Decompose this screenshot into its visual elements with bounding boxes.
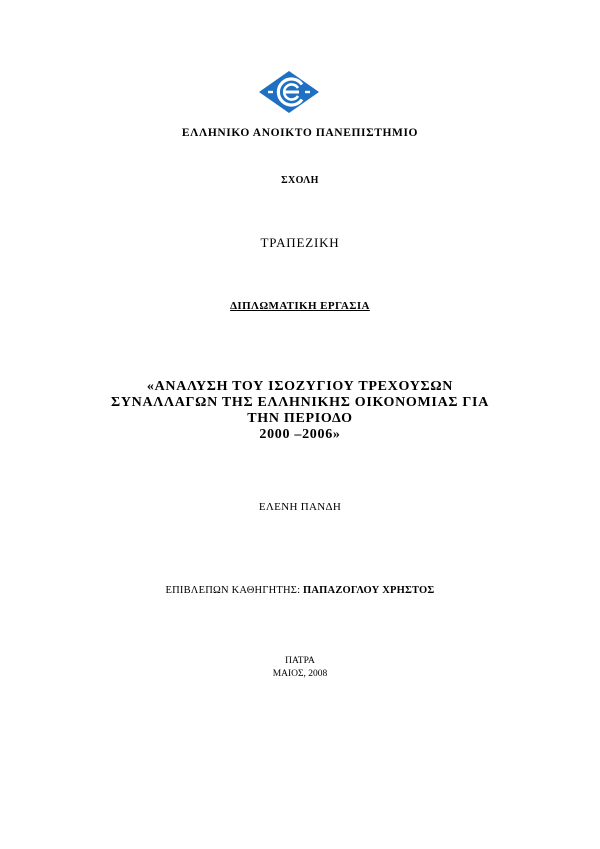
- supervisor-name: ΠΑΠΑΖΟΓΛΟΥ ΧΡΗΣΤΟΣ: [303, 585, 435, 596]
- university-name: ΕΛΛΗΝΙΚΟ ΑΝΟΙΚΤΟ ΠΑΝΕΠΙΣΤΗΜΙΟ: [181, 127, 419, 139]
- supervisor-label: ΕΠΙΒΛΕΠΩΝ ΚΑΘΗΓΗΤΗΣ:: [165, 585, 301, 596]
- date: ΜΑΙΟΣ, 2008: [272, 669, 328, 679]
- city: ΠΑΤΡΑ: [285, 656, 315, 666]
- school-label: ΣΧΟΛΗ: [281, 175, 319, 186]
- thesis-title: [0, 379, 600, 443]
- supervisor-line: [0, 585, 600, 596]
- author-name: ΕΛΕΝΗ ΠΑΝΔΗ: [258, 501, 342, 513]
- thesis-title-line: ΣΥΝΑΛΛΑΓΩΝ ΤΗΣ ΕΛΛΗΝΙΚΗΣ ΟΙΚΟΝΟΜΙΑΣ ΓΙΑ: [110, 395, 490, 410]
- university-logo-icon: [258, 70, 320, 114]
- thesis-title-line: ΤΗΝ ΠΕΡΙΟΔΟ: [247, 411, 353, 426]
- thesis-title-line: «ΑΝΑΛΥΣΗ ΤΟΥ ΙΣΟΖΥΓΙΟΥ ΤΡΕΧΟΥΣΩΝ: [146, 379, 454, 394]
- thesis-title-line: 2000 –2006»: [259, 427, 341, 442]
- department-name: ΤΡΑΠΕΖΙΚΗ: [260, 235, 340, 250]
- document-type: ΔΙΠΛΩΜΑΤΙΚΗ ΕΡΓΑΣΙΑ: [230, 300, 370, 312]
